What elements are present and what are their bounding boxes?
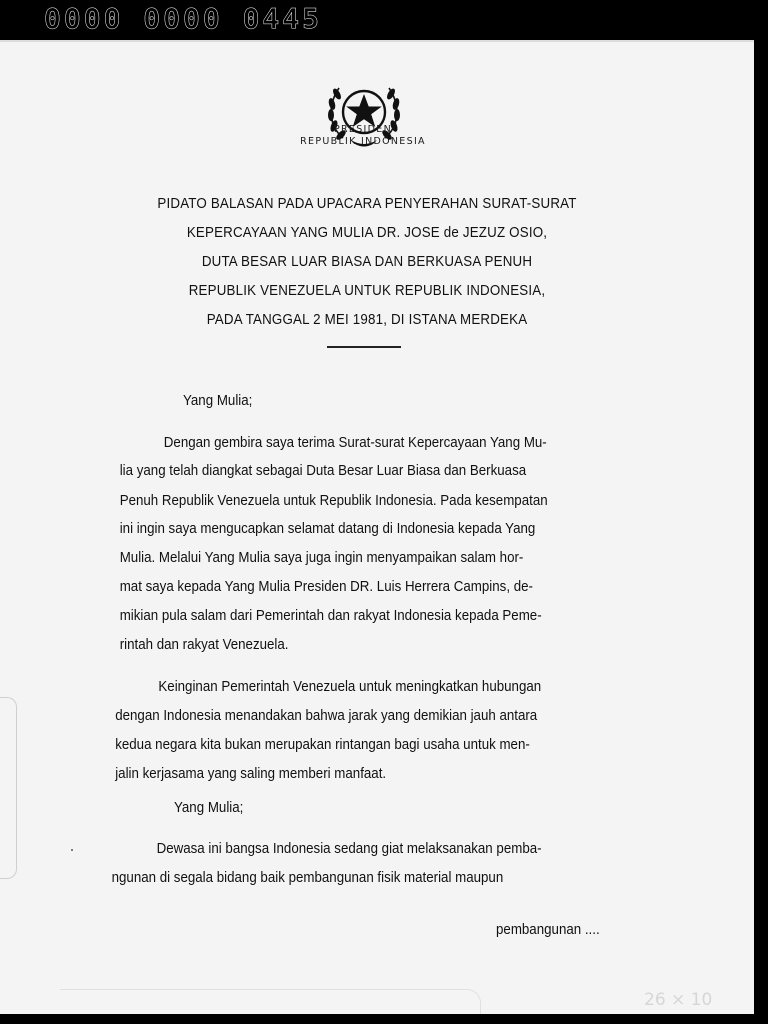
text-line: ini ingin saya mengucapkan selamat datang di Indonesia kepada Yang [119,521,536,537]
title-line: KEPERCAYAAN YANG MULIA DR. JOSE de JEZUZ OSIO, [186,225,548,241]
letterhead-line-1: PRESIDEN [334,124,392,135]
film-edge-bottom [0,1014,768,1024]
page-shadow [60,989,481,1014]
text-line: Dengan gembira saya terima Surat-surat Kepercayaan Yang Mu- [163,435,547,451]
text-line: mat saya kepada Yang Mulia Presiden DR. Luis Herrera Campins, de- [119,579,533,595]
salutation: Yang Mulia; [183,393,253,409]
document-page [0,40,754,1016]
margin-mark: 26 × 10 [644,990,713,1010]
text-line: ngunan di segala bidang baik pembangunan fisik material maupun [111,870,504,886]
text-line: Penuh Republik Venezuela untuk Republik Indonesia. Pada kesempatan [119,493,548,509]
speech-title [29,190,704,335]
frame-number: 0000 0000 0445 [44,2,323,35]
title-line: PIDATO BALASAN PADA UPACARA PENYERAHAN SURAT-SURAT [157,196,577,212]
continuation-catchword: pembangunan .... [496,922,600,938]
text-line: mikian pula salam dari Pemerintah dan rakyat Indonesia kepada Peme- [119,608,542,624]
page-tab-edge [0,697,17,879]
text-line: lia yang telah diangkat sebagai Duta Besar Luar Biasa dan Berkuasa [119,463,527,479]
text-line: Keinginan Pemerintah Venezuela untuk meningkatkan hubungan [158,679,542,695]
text-line: dengan Indonesia menandakan bahwa jarak yang demikian jauh antara [115,708,538,724]
text-line: kedua negara kita bukan merupakan rintangan bagi usaha untuk men- [115,737,530,753]
title-underline [327,346,401,348]
text-line: Dewasa ini bangsa Indonesia sedang giat melaksanakan pemba- [156,841,542,857]
film-edge-right [754,40,768,1024]
speck [71,849,73,851]
title-line: DUTA BESAR LUAR BIASA DAN BERKUASA PENUH [201,254,533,270]
text-line: rintah dan rakyat Venezuela. [119,637,289,653]
salutation: Yang Mulia; [174,800,244,816]
title-line: REPUBLIK VENEZUELA UNTUK REPUBLIK INDONESIA, [188,283,546,299]
text-line: Mulia. Melalui Yang Mulia saya juga ingin menyampaikan salam hor- [119,550,524,566]
title-line: PADA TANGGAL 2 MEI 1981, DI ISTANA MERDEKA [206,312,528,328]
letterhead-line-2: REPUBLIK INDONESIA [300,136,426,147]
text-line: jalin kerjasama yang saling memberi manfaat. [115,766,387,782]
